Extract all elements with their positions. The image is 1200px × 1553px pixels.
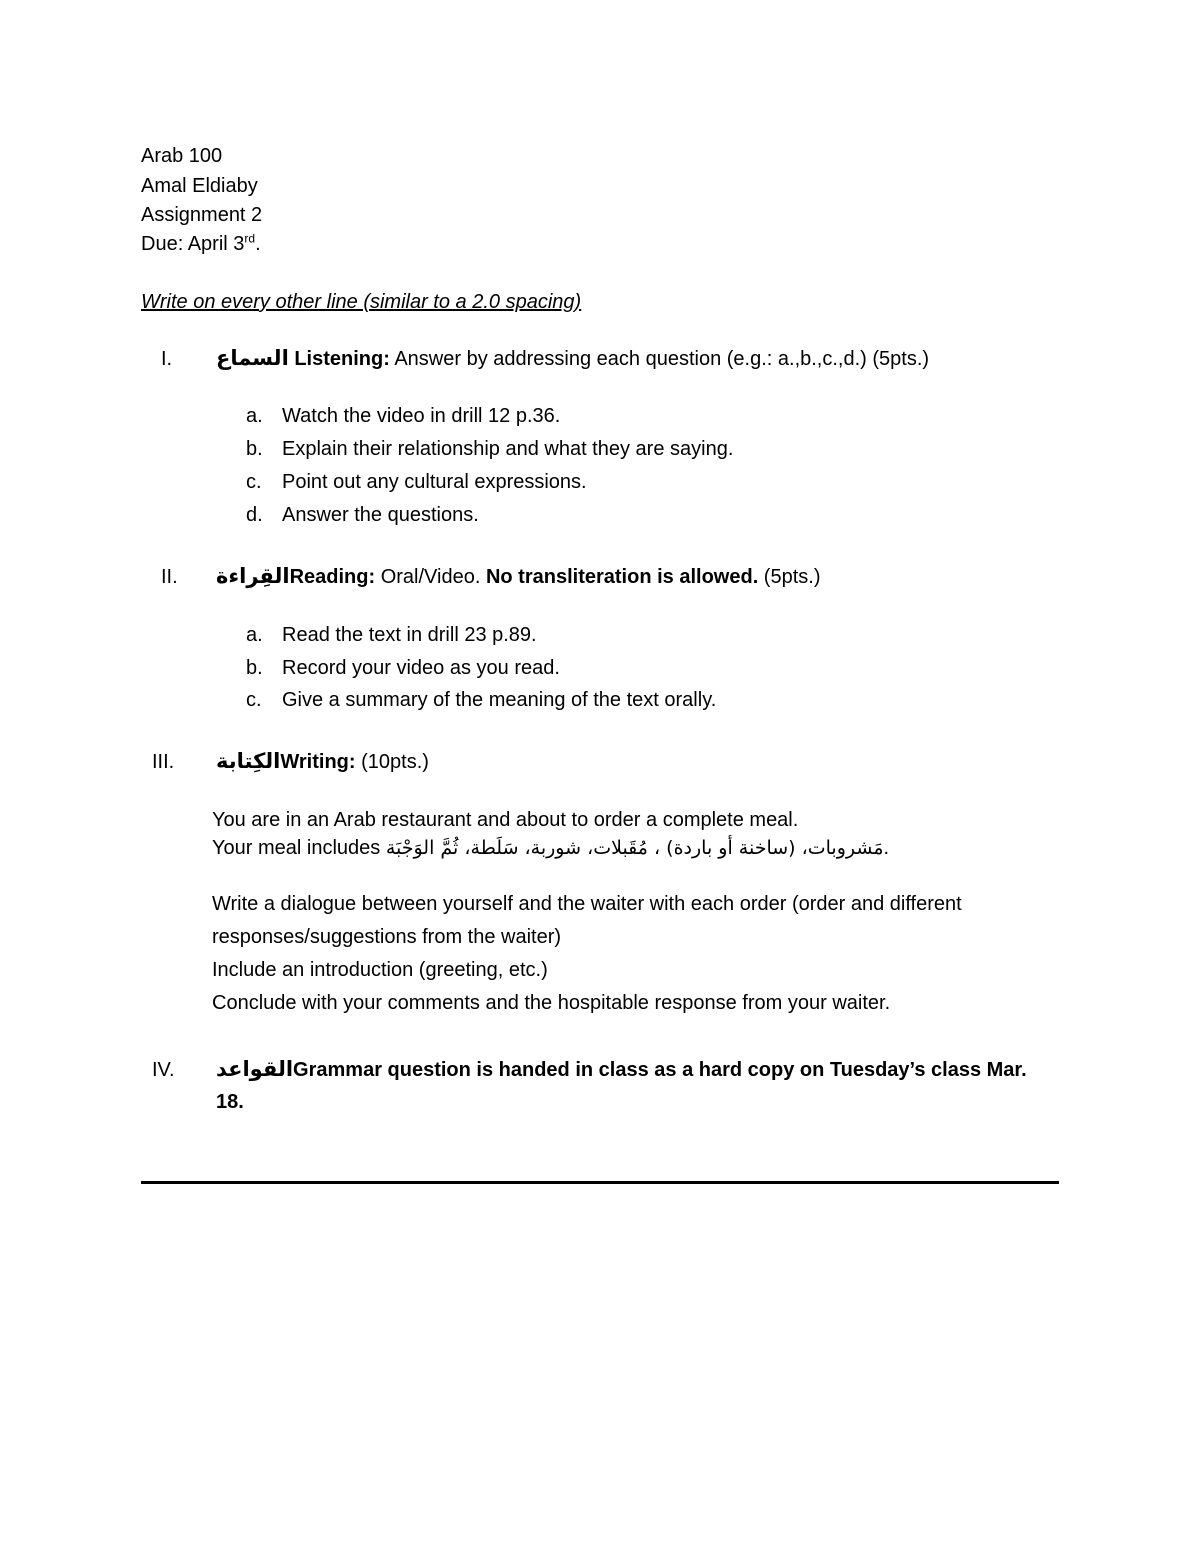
- list-item: Give a summary of the meaning of the text orally.: [282, 689, 717, 711]
- list-item: Record your video as you read.: [282, 657, 560, 679]
- list-item-letter: a.: [246, 405, 263, 427]
- instructor-name: Amal Eldiaby: [141, 175, 258, 197]
- writing-paragraph-2b: responses/suggestions from the waiter): [212, 926, 562, 948]
- list-item-letter: a.: [246, 624, 263, 646]
- list-item: Point out any cultural expressions.: [282, 471, 587, 493]
- section-2-arabic: القِراءة: [216, 564, 290, 588]
- section-4-line-2: 18.: [216, 1091, 244, 1113]
- section-4-line-1: Grammar question is handed in class as a hard copy on Tuesday’s class Mar.: [293, 1059, 1027, 1081]
- meal-end: .: [883, 837, 890, 859]
- section-3-points: (10pts.): [355, 751, 429, 773]
- list-item-letter: d.: [246, 504, 263, 526]
- due-date: [141, 232, 261, 256]
- section-1-numeral: I.: [161, 348, 173, 370]
- writing-paragraph-2: Write a dialogue between yourself and the waiter with each order (order and different: [212, 893, 962, 915]
- section-3-title: Writing:: [280, 751, 356, 773]
- section-4-numeral: IV.: [152, 1059, 175, 1081]
- meal-prefix: Your meal includes: [212, 837, 386, 859]
- section-2-note: No transliteration is allowed.: [485, 566, 759, 588]
- meal-arabic: مَشروبات، (ساخنة أو باردة) ، مُقَبلات، شوربة، سَلَطة، ثُمَّ الوَجْبَة: [385, 837, 884, 859]
- due-suffix: rd: [244, 231, 256, 246]
- writing-paragraph-1: You are in an Arab restaurant and about to order a complete meal.: [212, 809, 799, 831]
- assignment-title: Assignment 2: [141, 204, 263, 226]
- section-2-desc: Oral/Video.: [375, 566, 486, 588]
- writing-paragraph-4: Conclude with your comments and the hospitable response from your waiter.: [212, 992, 891, 1014]
- section-4-arabic: القواعد: [216, 1057, 294, 1081]
- list-item: Explain their relationship and what they are saying.: [282, 438, 734, 460]
- section-2-title: Reading:: [289, 566, 376, 588]
- list-item: Answer the questions.: [282, 504, 479, 526]
- list-item-letter: c.: [246, 471, 262, 493]
- section-4-heading: [216, 1057, 1027, 1082]
- list-item: Read the text in drill 23 p.89.: [282, 624, 537, 646]
- list-item: Watch the video in drill 12 p.36.: [282, 405, 561, 427]
- due-label: Due: April 3: [141, 233, 245, 255]
- list-item-letter: b.: [246, 438, 263, 460]
- list-item-letter: b.: [246, 657, 263, 679]
- section-3-arabic: الكِتابة: [216, 749, 281, 773]
- section-1-arabic: السماع: [216, 346, 289, 370]
- due-end: .: [255, 233, 261, 255]
- section-2-numeral: II.: [161, 566, 178, 588]
- meal-line: [212, 836, 889, 860]
- list-item-letter: c.: [246, 689, 262, 711]
- section-1-heading: [216, 346, 929, 371]
- horizontal-rule: [141, 1181, 1059, 1184]
- writing-paragraph-3: Include an introduction (greeting, etc.): [212, 959, 548, 981]
- instruction-line: Write on every other line (similar to a 2.0 spacing): [141, 291, 582, 313]
- section-3-numeral: III.: [152, 751, 175, 773]
- section-2-heading: [216, 564, 821, 589]
- section-2-points: (5pts.): [758, 566, 821, 588]
- section-1-title: Listening:: [288, 348, 390, 370]
- section-1-desc: Answer by addressing each question (e.g.: a.,b.,c.,d.) (5pts.): [389, 348, 930, 370]
- course-code: Arab 100: [141, 145, 223, 167]
- section-3-heading: [216, 749, 429, 774]
